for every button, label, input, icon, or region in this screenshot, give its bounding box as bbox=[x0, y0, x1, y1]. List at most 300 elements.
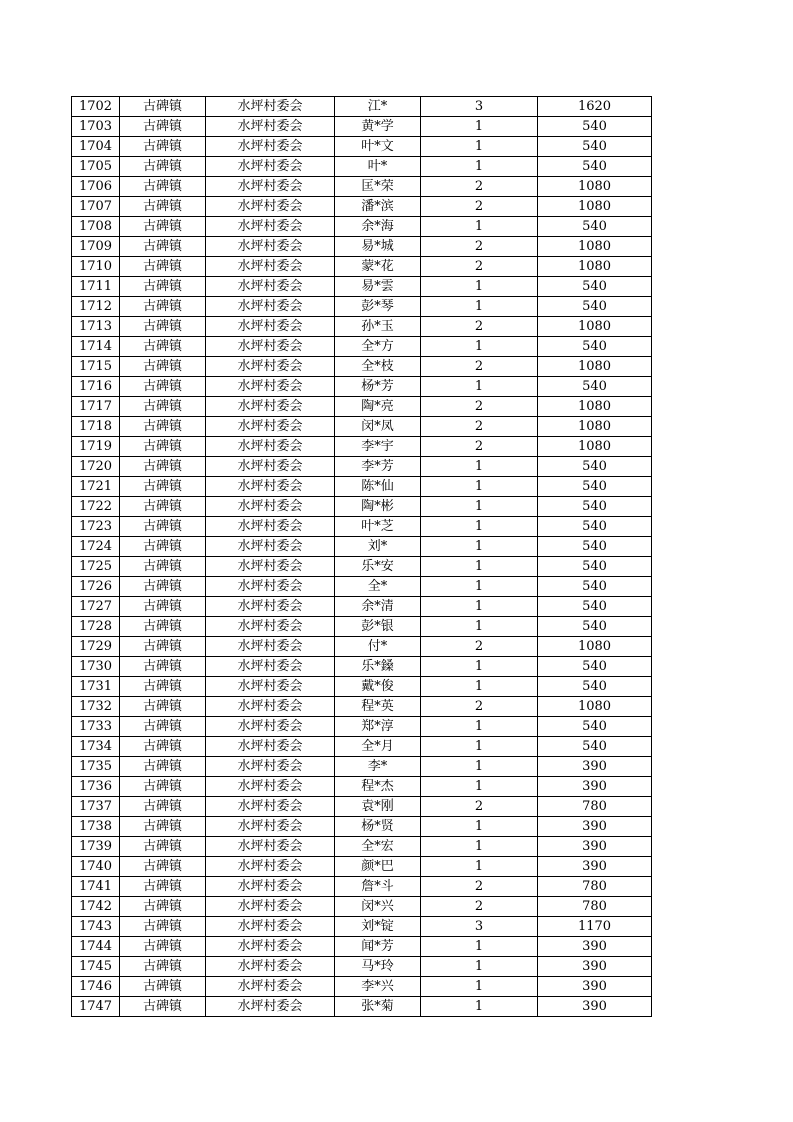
town-cell: 古碑镇 bbox=[120, 697, 206, 717]
name-cell: 杨*芳 bbox=[335, 377, 421, 397]
data-table bbox=[71, 96, 652, 1017]
row-number-cell: 1720 bbox=[72, 457, 120, 477]
amount-cell: 1170 bbox=[538, 917, 652, 937]
village-committee-cell: 水坪村委会 bbox=[206, 637, 335, 657]
town-cell: 古碑镇 bbox=[120, 217, 206, 237]
town-cell: 古碑镇 bbox=[120, 777, 206, 797]
table-row bbox=[72, 797, 652, 817]
count-cell: 1 bbox=[421, 297, 538, 317]
name-cell: 全*宏 bbox=[335, 837, 421, 857]
name-cell: 蒙*花 bbox=[335, 257, 421, 277]
table-row bbox=[72, 277, 652, 297]
village-committee-cell: 水坪村委会 bbox=[206, 397, 335, 417]
table-row bbox=[72, 837, 652, 857]
row-number-cell: 1712 bbox=[72, 297, 120, 317]
row-number-cell: 1731 bbox=[72, 677, 120, 697]
amount-cell: 1080 bbox=[538, 417, 652, 437]
amount-cell: 540 bbox=[538, 617, 652, 637]
count-cell: 2 bbox=[421, 877, 538, 897]
row-number-cell: 1746 bbox=[72, 977, 120, 997]
village-committee-cell: 水坪村委会 bbox=[206, 97, 335, 117]
town-cell: 古碑镇 bbox=[120, 157, 206, 177]
town-cell: 古碑镇 bbox=[120, 517, 206, 537]
table-row bbox=[72, 397, 652, 417]
count-cell: 2 bbox=[421, 397, 538, 417]
count-cell: 2 bbox=[421, 797, 538, 817]
name-cell: 叶*芝 bbox=[335, 517, 421, 537]
row-number-cell: 1703 bbox=[72, 117, 120, 137]
name-cell: 刘* bbox=[335, 537, 421, 557]
row-number-cell: 1707 bbox=[72, 197, 120, 217]
amount-cell: 540 bbox=[538, 577, 652, 597]
table-row bbox=[72, 957, 652, 977]
table-row bbox=[72, 637, 652, 657]
count-cell: 1 bbox=[421, 337, 538, 357]
name-cell: 闵*凤 bbox=[335, 417, 421, 437]
amount-cell: 390 bbox=[538, 977, 652, 997]
row-number-cell: 1728 bbox=[72, 617, 120, 637]
row-number-cell: 1713 bbox=[72, 317, 120, 337]
name-cell: 全*月 bbox=[335, 737, 421, 757]
table-row bbox=[72, 257, 652, 277]
town-cell: 古碑镇 bbox=[120, 797, 206, 817]
amount-cell: 390 bbox=[538, 777, 652, 797]
town-cell: 古碑镇 bbox=[120, 857, 206, 877]
amount-cell: 390 bbox=[538, 817, 652, 837]
row-number-cell: 1718 bbox=[72, 417, 120, 437]
village-committee-cell: 水坪村委会 bbox=[206, 617, 335, 637]
row-number-cell: 1705 bbox=[72, 157, 120, 177]
name-cell: 程*英 bbox=[335, 697, 421, 717]
count-cell: 1 bbox=[421, 117, 538, 137]
row-number-cell: 1723 bbox=[72, 517, 120, 537]
row-number-cell: 1741 bbox=[72, 877, 120, 897]
village-committee-cell: 水坪村委会 bbox=[206, 277, 335, 297]
row-number-cell: 1733 bbox=[72, 717, 120, 737]
village-committee-cell: 水坪村委会 bbox=[206, 717, 335, 737]
town-cell: 古碑镇 bbox=[120, 537, 206, 557]
name-cell: 全*方 bbox=[335, 337, 421, 357]
row-number-cell: 1721 bbox=[72, 477, 120, 497]
name-cell: 李*宇 bbox=[335, 437, 421, 457]
count-cell: 2 bbox=[421, 437, 538, 457]
amount-cell: 780 bbox=[538, 877, 652, 897]
village-committee-cell: 水坪村委会 bbox=[206, 597, 335, 617]
table-row bbox=[72, 857, 652, 877]
town-cell: 古碑镇 bbox=[120, 437, 206, 457]
count-cell: 1 bbox=[421, 457, 538, 477]
table-row bbox=[72, 777, 652, 797]
town-cell: 古碑镇 bbox=[120, 977, 206, 997]
amount-cell: 540 bbox=[538, 297, 652, 317]
town-cell: 古碑镇 bbox=[120, 677, 206, 697]
table-body bbox=[72, 97, 652, 1017]
village-committee-cell: 水坪村委会 bbox=[206, 497, 335, 517]
amount-cell: 540 bbox=[538, 597, 652, 617]
village-committee-cell: 水坪村委会 bbox=[206, 697, 335, 717]
table-row bbox=[72, 917, 652, 937]
town-cell: 古碑镇 bbox=[120, 357, 206, 377]
village-committee-cell: 水坪村委会 bbox=[206, 817, 335, 837]
name-cell: 马*玲 bbox=[335, 957, 421, 977]
village-committee-cell: 水坪村委会 bbox=[206, 517, 335, 537]
town-cell: 古碑镇 bbox=[120, 497, 206, 517]
table-row bbox=[72, 817, 652, 837]
amount-cell: 390 bbox=[538, 997, 652, 1017]
town-cell: 古碑镇 bbox=[120, 897, 206, 917]
village-committee-cell: 水坪村委会 bbox=[206, 677, 335, 697]
row-number-cell: 1738 bbox=[72, 817, 120, 837]
count-cell: 3 bbox=[421, 917, 538, 937]
town-cell: 古碑镇 bbox=[120, 277, 206, 297]
row-number-cell: 1706 bbox=[72, 177, 120, 197]
row-number-cell: 1742 bbox=[72, 897, 120, 917]
table-row bbox=[72, 177, 652, 197]
amount-cell: 540 bbox=[538, 537, 652, 557]
row-number-cell: 1734 bbox=[72, 737, 120, 757]
town-cell: 古碑镇 bbox=[120, 557, 206, 577]
amount-cell: 540 bbox=[538, 157, 652, 177]
count-cell: 1 bbox=[421, 957, 538, 977]
table-row bbox=[72, 217, 652, 237]
amount-cell: 540 bbox=[538, 217, 652, 237]
town-cell: 古碑镇 bbox=[120, 237, 206, 257]
amount-cell: 540 bbox=[538, 677, 652, 697]
amount-cell: 780 bbox=[538, 797, 652, 817]
amount-cell: 540 bbox=[538, 497, 652, 517]
amount-cell: 1080 bbox=[538, 637, 652, 657]
row-number-cell: 1730 bbox=[72, 657, 120, 677]
name-cell: 易*城 bbox=[335, 237, 421, 257]
table-row bbox=[72, 617, 652, 637]
table-row bbox=[72, 677, 652, 697]
count-cell: 1 bbox=[421, 997, 538, 1017]
row-number-cell: 1747 bbox=[72, 997, 120, 1017]
town-cell: 古碑镇 bbox=[120, 177, 206, 197]
amount-cell: 390 bbox=[538, 857, 652, 877]
table-row bbox=[72, 497, 652, 517]
town-cell: 古碑镇 bbox=[120, 917, 206, 937]
village-committee-cell: 水坪村委会 bbox=[206, 137, 335, 157]
village-committee-cell: 水坪村委会 bbox=[206, 117, 335, 137]
count-cell: 1 bbox=[421, 577, 538, 597]
name-cell: 彭*银 bbox=[335, 617, 421, 637]
amount-cell: 540 bbox=[538, 337, 652, 357]
row-number-cell: 1724 bbox=[72, 537, 120, 557]
count-cell: 1 bbox=[421, 277, 538, 297]
village-committee-cell: 水坪村委会 bbox=[206, 997, 335, 1017]
town-cell: 古碑镇 bbox=[120, 417, 206, 437]
name-cell: 詹*斗 bbox=[335, 877, 421, 897]
row-number-cell: 1709 bbox=[72, 237, 120, 257]
table-row bbox=[72, 597, 652, 617]
name-cell: 袁*刚 bbox=[335, 797, 421, 817]
table-row bbox=[72, 717, 652, 737]
amount-cell: 540 bbox=[538, 117, 652, 137]
town-cell: 古碑镇 bbox=[120, 577, 206, 597]
count-cell: 1 bbox=[421, 837, 538, 857]
table-row bbox=[72, 877, 652, 897]
village-committee-cell: 水坪村委会 bbox=[206, 797, 335, 817]
village-committee-cell: 水坪村委会 bbox=[206, 217, 335, 237]
count-cell: 2 bbox=[421, 897, 538, 917]
name-cell: 全* bbox=[335, 577, 421, 597]
village-committee-cell: 水坪村委会 bbox=[206, 197, 335, 217]
town-cell: 古碑镇 bbox=[120, 997, 206, 1017]
count-cell: 1 bbox=[421, 977, 538, 997]
row-number-cell: 1714 bbox=[72, 337, 120, 357]
row-number-cell: 1726 bbox=[72, 577, 120, 597]
count-cell: 1 bbox=[421, 157, 538, 177]
name-cell: 戴*俊 bbox=[335, 677, 421, 697]
village-committee-cell: 水坪村委会 bbox=[206, 357, 335, 377]
village-committee-cell: 水坪村委会 bbox=[206, 377, 335, 397]
amount-cell: 390 bbox=[538, 957, 652, 977]
town-cell: 古碑镇 bbox=[120, 457, 206, 477]
town-cell: 古碑镇 bbox=[120, 397, 206, 417]
row-number-cell: 1736 bbox=[72, 777, 120, 797]
town-cell: 古碑镇 bbox=[120, 97, 206, 117]
name-cell: 闵*兴 bbox=[335, 897, 421, 917]
count-cell: 1 bbox=[421, 857, 538, 877]
village-committee-cell: 水坪村委会 bbox=[206, 437, 335, 457]
town-cell: 古碑镇 bbox=[120, 317, 206, 337]
name-cell: 潘*滨 bbox=[335, 197, 421, 217]
amount-cell: 1080 bbox=[538, 697, 652, 717]
count-cell: 1 bbox=[421, 817, 538, 837]
amount-cell: 540 bbox=[538, 277, 652, 297]
table-row bbox=[72, 537, 652, 557]
count-cell: 1 bbox=[421, 737, 538, 757]
village-committee-cell: 水坪村委会 bbox=[206, 737, 335, 757]
amount-cell: 540 bbox=[538, 717, 652, 737]
table-row bbox=[72, 117, 652, 137]
amount-cell: 1080 bbox=[538, 437, 652, 457]
row-number-cell: 1740 bbox=[72, 857, 120, 877]
count-cell: 1 bbox=[421, 377, 538, 397]
village-committee-cell: 水坪村委会 bbox=[206, 457, 335, 477]
row-number-cell: 1702 bbox=[72, 97, 120, 117]
table-row bbox=[72, 337, 652, 357]
table-row bbox=[72, 417, 652, 437]
village-committee-cell: 水坪村委会 bbox=[206, 337, 335, 357]
table-row bbox=[72, 737, 652, 757]
row-number-cell: 1729 bbox=[72, 637, 120, 657]
amount-cell: 1080 bbox=[538, 237, 652, 257]
name-cell: 易*雲 bbox=[335, 277, 421, 297]
row-number-cell: 1744 bbox=[72, 937, 120, 957]
table-row bbox=[72, 157, 652, 177]
village-committee-cell: 水坪村委会 bbox=[206, 837, 335, 857]
count-cell: 1 bbox=[421, 597, 538, 617]
town-cell: 古碑镇 bbox=[120, 757, 206, 777]
row-number-cell: 1710 bbox=[72, 257, 120, 277]
name-cell: 杨*贤 bbox=[335, 817, 421, 837]
amount-cell: 1080 bbox=[538, 257, 652, 277]
town-cell: 古碑镇 bbox=[120, 337, 206, 357]
amount-cell: 540 bbox=[538, 477, 652, 497]
name-cell: 匡*荣 bbox=[335, 177, 421, 197]
count-cell: 1 bbox=[421, 617, 538, 637]
row-number-cell: 1743 bbox=[72, 917, 120, 937]
name-cell: 全*枝 bbox=[335, 357, 421, 377]
count-cell: 2 bbox=[421, 697, 538, 717]
row-number-cell: 1732 bbox=[72, 697, 120, 717]
row-number-cell: 1725 bbox=[72, 557, 120, 577]
amount-cell: 540 bbox=[538, 657, 652, 677]
name-cell: 乐*安 bbox=[335, 557, 421, 577]
count-cell: 1 bbox=[421, 557, 538, 577]
name-cell: 黄*学 bbox=[335, 117, 421, 137]
amount-cell: 1080 bbox=[538, 397, 652, 417]
village-committee-cell: 水坪村委会 bbox=[206, 957, 335, 977]
count-cell: 2 bbox=[421, 197, 538, 217]
name-cell: 余*清 bbox=[335, 597, 421, 617]
name-cell: 孙*玉 bbox=[335, 317, 421, 337]
table-row bbox=[72, 377, 652, 397]
village-committee-cell: 水坪村委会 bbox=[206, 257, 335, 277]
amount-cell: 540 bbox=[538, 137, 652, 157]
name-cell: 余*海 bbox=[335, 217, 421, 237]
name-cell: 付* bbox=[335, 637, 421, 657]
table-row bbox=[72, 317, 652, 337]
village-committee-cell: 水坪村委会 bbox=[206, 157, 335, 177]
table-row bbox=[72, 237, 652, 257]
name-cell: 刘*锭 bbox=[335, 917, 421, 937]
row-number-cell: 1739 bbox=[72, 837, 120, 857]
table-row bbox=[72, 697, 652, 717]
name-cell: 颜*巴 bbox=[335, 857, 421, 877]
village-committee-cell: 水坪村委会 bbox=[206, 477, 335, 497]
name-cell: 江* bbox=[335, 97, 421, 117]
village-committee-cell: 水坪村委会 bbox=[206, 537, 335, 557]
town-cell: 古碑镇 bbox=[120, 937, 206, 957]
town-cell: 古碑镇 bbox=[120, 297, 206, 317]
count-cell: 1 bbox=[421, 937, 538, 957]
count-cell: 2 bbox=[421, 237, 538, 257]
table-row bbox=[72, 977, 652, 997]
count-cell: 1 bbox=[421, 657, 538, 677]
town-cell: 古碑镇 bbox=[120, 117, 206, 137]
amount-cell: 390 bbox=[538, 937, 652, 957]
amount-cell: 780 bbox=[538, 897, 652, 917]
town-cell: 古碑镇 bbox=[120, 737, 206, 757]
table-row bbox=[72, 197, 652, 217]
table-row bbox=[72, 477, 652, 497]
village-committee-cell: 水坪村委会 bbox=[206, 577, 335, 597]
table-row bbox=[72, 297, 652, 317]
row-number-cell: 1715 bbox=[72, 357, 120, 377]
town-cell: 古碑镇 bbox=[120, 597, 206, 617]
name-cell: 张*菊 bbox=[335, 997, 421, 1017]
table-row bbox=[72, 437, 652, 457]
name-cell: 李*芳 bbox=[335, 457, 421, 477]
row-number-cell: 1708 bbox=[72, 217, 120, 237]
row-number-cell: 1717 bbox=[72, 397, 120, 417]
row-number-cell: 1735 bbox=[72, 757, 120, 777]
village-committee-cell: 水坪村委会 bbox=[206, 917, 335, 937]
amount-cell: 390 bbox=[538, 757, 652, 777]
name-cell: 闻*芳 bbox=[335, 937, 421, 957]
town-cell: 古碑镇 bbox=[120, 637, 206, 657]
village-committee-cell: 水坪村委会 bbox=[206, 857, 335, 877]
table-row bbox=[72, 937, 652, 957]
row-number-cell: 1722 bbox=[72, 497, 120, 517]
amount-cell: 1620 bbox=[538, 97, 652, 117]
town-cell: 古碑镇 bbox=[120, 617, 206, 637]
row-number-cell: 1704 bbox=[72, 137, 120, 157]
name-cell: 李* bbox=[335, 757, 421, 777]
count-cell: 2 bbox=[421, 637, 538, 657]
table-row bbox=[72, 517, 652, 537]
row-number-cell: 1716 bbox=[72, 377, 120, 397]
amount-cell: 1080 bbox=[538, 357, 652, 377]
village-committee-cell: 水坪村委会 bbox=[206, 317, 335, 337]
table-row bbox=[72, 577, 652, 597]
table-row bbox=[72, 557, 652, 577]
name-cell: 叶*文 bbox=[335, 137, 421, 157]
name-cell: 李*兴 bbox=[335, 977, 421, 997]
town-cell: 古碑镇 bbox=[120, 877, 206, 897]
name-cell: 陶*彬 bbox=[335, 497, 421, 517]
amount-cell: 390 bbox=[538, 837, 652, 857]
village-committee-cell: 水坪村委会 bbox=[206, 297, 335, 317]
amount-cell: 540 bbox=[538, 557, 652, 577]
count-cell: 2 bbox=[421, 357, 538, 377]
village-committee-cell: 水坪村委会 bbox=[206, 417, 335, 437]
amount-cell: 540 bbox=[538, 457, 652, 477]
town-cell: 古碑镇 bbox=[120, 197, 206, 217]
amount-cell: 540 bbox=[538, 377, 652, 397]
name-cell: 郑*淳 bbox=[335, 717, 421, 737]
amount-cell: 540 bbox=[538, 737, 652, 757]
town-cell: 古碑镇 bbox=[120, 137, 206, 157]
table-row bbox=[72, 137, 652, 157]
town-cell: 古碑镇 bbox=[120, 477, 206, 497]
name-cell: 陈*仙 bbox=[335, 477, 421, 497]
count-cell: 1 bbox=[421, 777, 538, 797]
town-cell: 古碑镇 bbox=[120, 257, 206, 277]
table-row bbox=[72, 657, 652, 677]
town-cell: 古碑镇 bbox=[120, 817, 206, 837]
row-number-cell: 1727 bbox=[72, 597, 120, 617]
count-cell: 1 bbox=[421, 717, 538, 737]
village-committee-cell: 水坪村委会 bbox=[206, 877, 335, 897]
count-cell: 1 bbox=[421, 477, 538, 497]
count-cell: 1 bbox=[421, 537, 538, 557]
name-cell: 程*杰 bbox=[335, 777, 421, 797]
row-number-cell: 1719 bbox=[72, 437, 120, 457]
village-committee-cell: 水坪村委会 bbox=[206, 977, 335, 997]
amount-cell: 540 bbox=[538, 517, 652, 537]
village-committee-cell: 水坪村委会 bbox=[206, 937, 335, 957]
town-cell: 古碑镇 bbox=[120, 717, 206, 737]
village-committee-cell: 水坪村委会 bbox=[206, 657, 335, 677]
table-row bbox=[72, 897, 652, 917]
village-committee-cell: 水坪村委会 bbox=[206, 557, 335, 577]
town-cell: 古碑镇 bbox=[120, 957, 206, 977]
name-cell: 乐*鎟 bbox=[335, 657, 421, 677]
count-cell: 3 bbox=[421, 97, 538, 117]
row-number-cell: 1737 bbox=[72, 797, 120, 817]
count-cell: 2 bbox=[421, 177, 538, 197]
village-committee-cell: 水坪村委会 bbox=[206, 897, 335, 917]
count-cell: 1 bbox=[421, 517, 538, 537]
table-row bbox=[72, 997, 652, 1017]
table-row bbox=[72, 357, 652, 377]
count-cell: 1 bbox=[421, 497, 538, 517]
village-committee-cell: 水坪村委会 bbox=[206, 757, 335, 777]
